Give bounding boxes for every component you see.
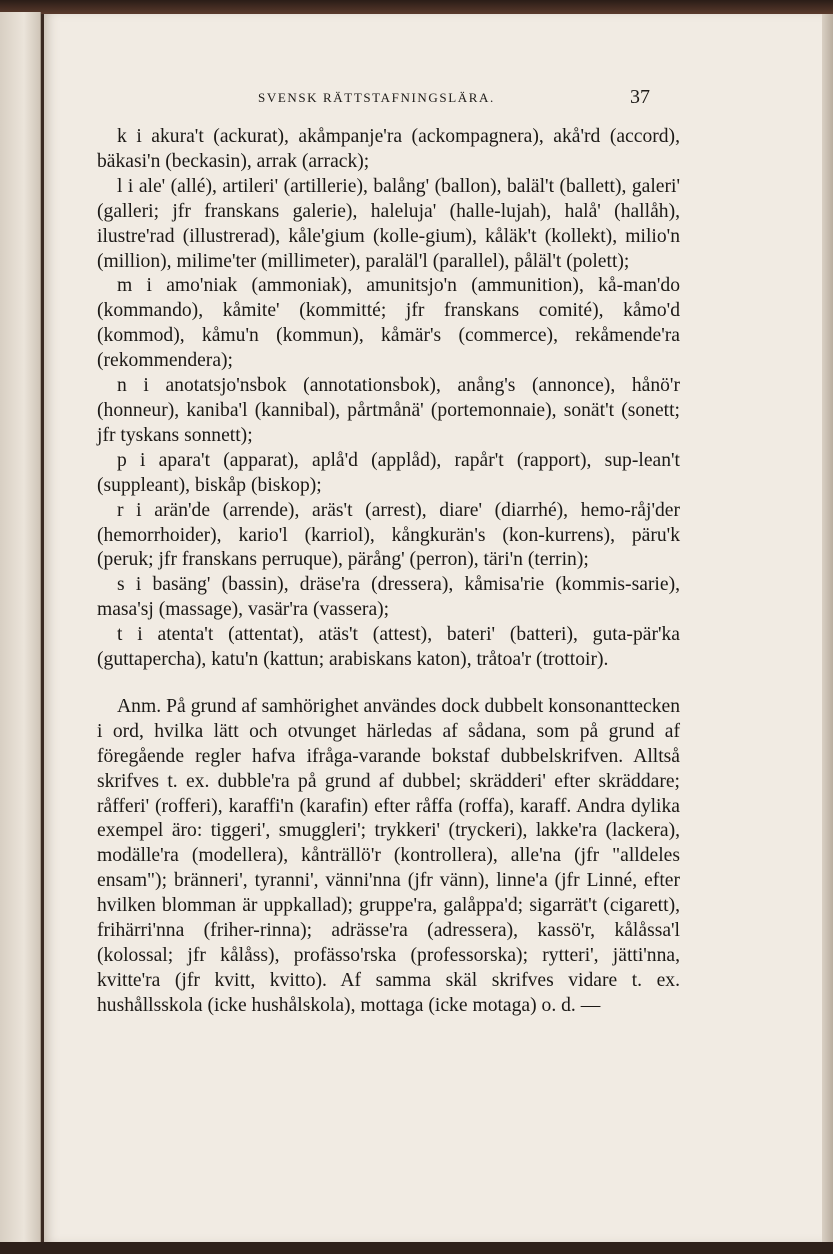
entry-r: r i arän'de (arrende), aräs't (arrest), diare' (diarrhé), hemo-råj'der (hemorrhoider), kario'l (karriol), kångkurän's (kon-kurrens), päru'k (peruk; jfr franskans perruque), pärång' (perron), täri'n (terrin); (97, 499, 680, 571)
facing-page-edge (0, 12, 41, 1244)
entry-m: m i amo'niak (ammoniak), amunitsjo'n (ammunition), kå-man'do (kommando), kåmite' (kommitté; jfr franskans comité), kåmo'd (kommod), kåmu'n (kommun), kåmär's (commerce), rekåmende'ra (rekommendera); (97, 275, 680, 372)
entry-n: n i anotatsjo'nsbok (annotationsbok), anång's (annonce), hånö'r (honneur), kaniba'l (kannibal), pårtmånä' (portemonnaie), sonät't (sonett; jfr tyskans sonnett); (97, 375, 680, 446)
book-bottom-edge (0, 1242, 833, 1254)
running-head: SVENSK RÄTTSTAFNINGSLÄRA. (258, 90, 495, 105)
page-edge-right (822, 14, 833, 1242)
book-spine-top (0, 0, 833, 14)
entry-k: k i akura't (ackurat), akåmpanje'ra (ackompagnera), akå'rd (accord), bäkasi'n (beckasin), arrak (arrack); (97, 126, 680, 172)
entry-p: p i apara't (apparat), aplå'd (applåd), rapår't (rapport), sup-lean't (suppleant), biskåp (biskop); (97, 449, 680, 496)
entry-l: l i ale' (allé), artileri' (artillerie), balång' (ballon), baläl't (ballett), galeri' (galleri; jfr franskans galerie), haleluja' (halle-lujah), halå' (hallåh), ilustre'rad (illustrerad), kåle'gium (kolle-gium), kåläk't (kollekt), milio'n (million), milime'ter (millimeter), paraläl'l (parallel), påläl't (polett); (97, 175, 680, 272)
note-paragraph: Anm. På grund af samhörighet användes dock dubbelt konsonanttecken i ord, hvilka lätt och otvunget härledas af sådana, som på grund af föregående regler hafva ifråga-varande bokstaf dubbelskrifven. Alltså skrifves t. ex. dubble'ra på grund af dubbel; skrädderi' efter skräddare; råfferi' (rofferi), karaffi'n (karafin) efter råffa (roffa), karaff. Andra dylika exempel äro: tiggeri', smuggleri'; trykkeri' (tryckeri), lakke'ra (lackera), modälle'ra (modellera), kånträllö'r (kontrollera), alle'na (jfr "alldeles ensam"); bränneri', tyranni', vänni'nna (jfr vänn), linne'a (jfr Linné, efter hvilken blomman är uppkallad); gruppe'ra, galåppa'd; sigarrät't (cigarett), frihärri'nna (friher-rinna); adrässe'ra (adressera), kassö'r, kålåssa'l (kolossal; jfr kålåss), profässo'rska (professorska); rytteri', jätti'nna, kvitte'ra (jfr kvitt, kvitto). Af samma skäl skrifves vidare t. ex. hushållsskola (icke hushålskola), mottaga (icke motaga) o. d. — (97, 695, 680, 1016)
page-number: 37 (630, 86, 650, 108)
body-text (97, 125, 680, 1019)
entry-t: t i atenta't (attentat), atäs't (attest), bateri' (batteri), guta-pär'ka (guttapercha), katu'n (kattun; arabiskans katon), tråtoa'r (trottoir). (97, 624, 680, 671)
entry-s: s i basäng' (bassin), dräse'ra (dressera), kåmisa'rie (kommis-sarie), masa'sj (massage), vasär'ra (vassera); (97, 574, 680, 621)
